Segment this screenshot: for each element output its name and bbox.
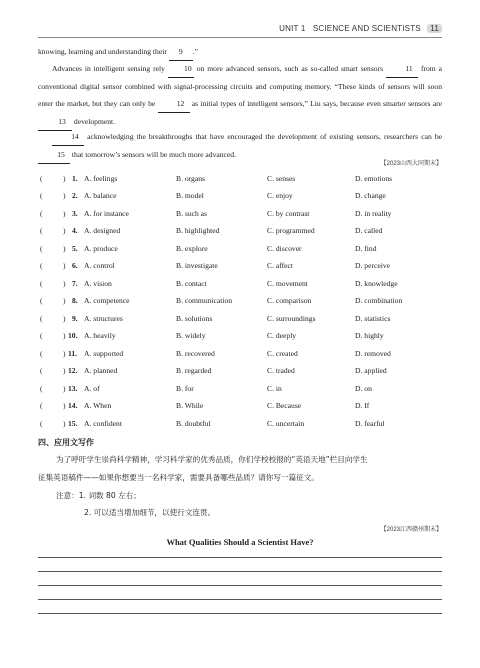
answer-bracket-close: )	[63, 349, 66, 358]
header-divider	[38, 37, 442, 38]
option-a: A. control	[84, 261, 115, 270]
answer-bracket-open: (	[40, 244, 43, 253]
note-1: 注意：1. 词数 80 左右；	[56, 491, 141, 500]
option-b: B. recovered	[176, 349, 215, 358]
essay-title: What Qualities Should a Scientist Have?	[166, 537, 314, 547]
question-number: 14.	[68, 401, 78, 410]
answer-bracket-close: )	[63, 331, 66, 340]
option-a: A. supported	[84, 349, 124, 358]
option-a: A. competence	[84, 296, 130, 305]
section-heading: 四、应用文写作	[38, 438, 94, 447]
answer-bracket-close: )	[63, 366, 66, 375]
writing-line[interactable]	[38, 571, 442, 572]
option-c: C. uncertain	[267, 419, 305, 428]
option-b: B. solutions	[176, 314, 213, 323]
option-c: C. enjoy	[267, 191, 293, 200]
answer-bracket-open: (	[40, 261, 43, 270]
answer-bracket-open: (	[40, 366, 43, 375]
source-tag-1: 【2023山西大同期末】	[380, 161, 442, 167]
answer-bracket-close: )	[63, 279, 66, 288]
option-a: A. structures	[84, 314, 123, 323]
option-a: A. produce	[84, 244, 118, 253]
writing-line[interactable]	[38, 613, 442, 614]
answer-bracket-open: (	[40, 384, 43, 393]
option-c: C. comparison	[267, 296, 312, 305]
question-number: 7.	[72, 279, 78, 288]
option-b: B. explore	[176, 244, 208, 253]
option-b: B. such as	[176, 209, 208, 218]
option-d: D. fearful	[355, 419, 385, 428]
option-a: A. balance	[84, 191, 117, 200]
source-tag-2: 【2023江西赣州期末】	[380, 527, 442, 533]
question-number: 11.	[68, 349, 78, 358]
blank-11: 11	[386, 60, 418, 78]
answer-bracket-open: (	[40, 314, 43, 323]
question-number: 8.	[72, 296, 78, 305]
option-c: C. affect	[267, 261, 294, 270]
blank-14: 14	[52, 128, 84, 146]
page-number: 11	[427, 24, 442, 33]
option-d: D. removed	[355, 349, 391, 358]
option-a: A. planned	[84, 366, 118, 375]
question-number: 13.	[68, 384, 78, 393]
option-d: D. If	[355, 401, 370, 410]
option-a: A. feelings	[84, 174, 118, 183]
answer-bracket-close: )	[63, 244, 66, 253]
question-number: 5.	[72, 244, 78, 253]
option-b: B. doubtful	[176, 419, 211, 428]
question-number: 15.	[68, 419, 78, 428]
answer-bracket-open: (	[40, 419, 43, 428]
option-c: C. movement	[267, 279, 308, 288]
option-a: A. designed	[84, 226, 121, 235]
answer-bracket-open: (	[40, 226, 43, 235]
option-b: B. for	[176, 384, 194, 393]
answer-bracket-open: (	[40, 296, 43, 305]
answer-bracket-close: )	[63, 401, 66, 410]
option-d: D. in reality	[355, 209, 392, 218]
option-b: B. widely	[176, 331, 206, 340]
question-number: 3.	[72, 209, 78, 218]
answer-bracket-close: )	[63, 261, 66, 270]
writing-prompt-line2: 征集英语稿件——如果你想要当一名科学家，需要具备哪些品质？请你写一篇征文。	[38, 473, 319, 482]
option-c: C. by contrast	[267, 209, 310, 218]
passage-line0: knowing, learning and understanding their 9 .”	[38, 43, 442, 61]
option-b: B. highlighted	[176, 226, 220, 235]
option-a: A. vision	[84, 279, 112, 288]
blank-13: 13	[38, 113, 72, 131]
answer-bracket-close: )	[63, 296, 66, 305]
writing-prompt-line1: 为了呼吁学生崇尚科学精神，学习科学家的优秀品质，你们学校校报的“英语天地”栏目向学生	[56, 455, 368, 464]
option-c: C. programmed	[267, 226, 315, 235]
answer-bracket-close: )	[63, 174, 66, 183]
answer-bracket-close: )	[63, 384, 66, 393]
option-b: B. model	[176, 191, 204, 200]
blank-12: 12	[158, 95, 190, 113]
option-d: D. find	[355, 244, 377, 253]
question-number: 4.	[72, 226, 78, 235]
option-d: D. change	[355, 191, 386, 200]
option-b: B. communication	[176, 296, 233, 305]
option-c: C. discover	[267, 244, 302, 253]
option-d: D. applied	[355, 366, 387, 375]
blank-10: 10	[168, 60, 194, 78]
question-number: 2.	[72, 191, 78, 200]
option-d: D. statistics	[355, 314, 391, 323]
unit-label: UNIT 1	[279, 24, 306, 33]
option-b: B. contact	[176, 279, 207, 288]
option-c: C. senses	[267, 174, 296, 183]
option-d: D. knowledge	[355, 279, 398, 288]
blank-15: 15	[38, 146, 70, 164]
passage-paragraph-2: 14 acknowledging the breakthroughs that have encouraged the development of existing sensors, researchers can be 15 that tomorrow’s sensors will be much more advanced.	[38, 128, 442, 164]
page-header	[279, 24, 442, 33]
option-b: B. investigate	[176, 261, 218, 270]
option-c: C. deeply	[267, 331, 297, 340]
writing-line[interactable]	[38, 599, 442, 600]
option-d: D. highly	[355, 331, 384, 340]
question-number: 1.	[72, 174, 78, 183]
option-b: B. organs	[176, 174, 205, 183]
answer-bracket-open: (	[40, 349, 43, 358]
writing-line[interactable]	[38, 557, 442, 558]
unit-title: SCIENCE AND SCIENTISTS	[312, 24, 421, 33]
answer-bracket-open: (	[40, 191, 43, 200]
answer-bracket-open: (	[40, 209, 43, 218]
option-b: B. regarded	[176, 366, 212, 375]
option-d: D. on	[355, 384, 372, 393]
answer-bracket-close: )	[63, 226, 66, 235]
option-d: D. perceive	[355, 261, 390, 270]
option-a: A. of	[84, 384, 100, 393]
answer-bracket-open: (	[40, 279, 43, 288]
option-a: A. heavily	[84, 331, 116, 340]
option-c: C. traded	[267, 366, 295, 375]
question-number: 9.	[72, 314, 78, 323]
option-a: A. confident	[84, 419, 122, 428]
answer-bracket-close: )	[63, 209, 66, 218]
option-c: C. created	[267, 349, 298, 358]
answer-bracket-open: (	[40, 401, 43, 410]
passage-paragraph-1: Advances in intelligent sensing rely 10 on more advanced sensors, such as so-called smart sensors 11 from a conventional digital sensor combined with signal-processing circuits and computing memory. “These kinds of sensors will soon enter the market, but they can only be 12 as initial types of intelligent sensors,” Liu says, because even smarter sensors are 13 development.	[38, 60, 442, 131]
question-number: 12.	[68, 366, 78, 375]
option-d: D. emotions	[355, 174, 393, 183]
option-d: D. combination	[355, 296, 403, 305]
answer-bracket-open: (	[40, 331, 43, 340]
option-d: D. called	[355, 226, 383, 235]
question-number: 6.	[72, 261, 78, 270]
option-c: C. surroundings	[267, 314, 316, 323]
answer-bracket-open: (	[40, 174, 43, 183]
answer-bracket-close: )	[63, 314, 66, 323]
writing-line[interactable]	[38, 585, 442, 586]
blank-9: 9	[169, 43, 193, 61]
option-a: A. When	[84, 401, 112, 410]
option-a: A. for instance	[84, 209, 129, 218]
answer-bracket-close: )	[63, 419, 66, 428]
question-number: 10.	[68, 331, 78, 340]
option-b: B. While	[176, 401, 204, 410]
answer-bracket-close: )	[63, 191, 66, 200]
option-c: C. in	[267, 384, 282, 393]
option-c: C. Because	[267, 401, 302, 410]
note-2: 2. 可以适当增加细节，以使行文连贯。	[84, 508, 216, 517]
